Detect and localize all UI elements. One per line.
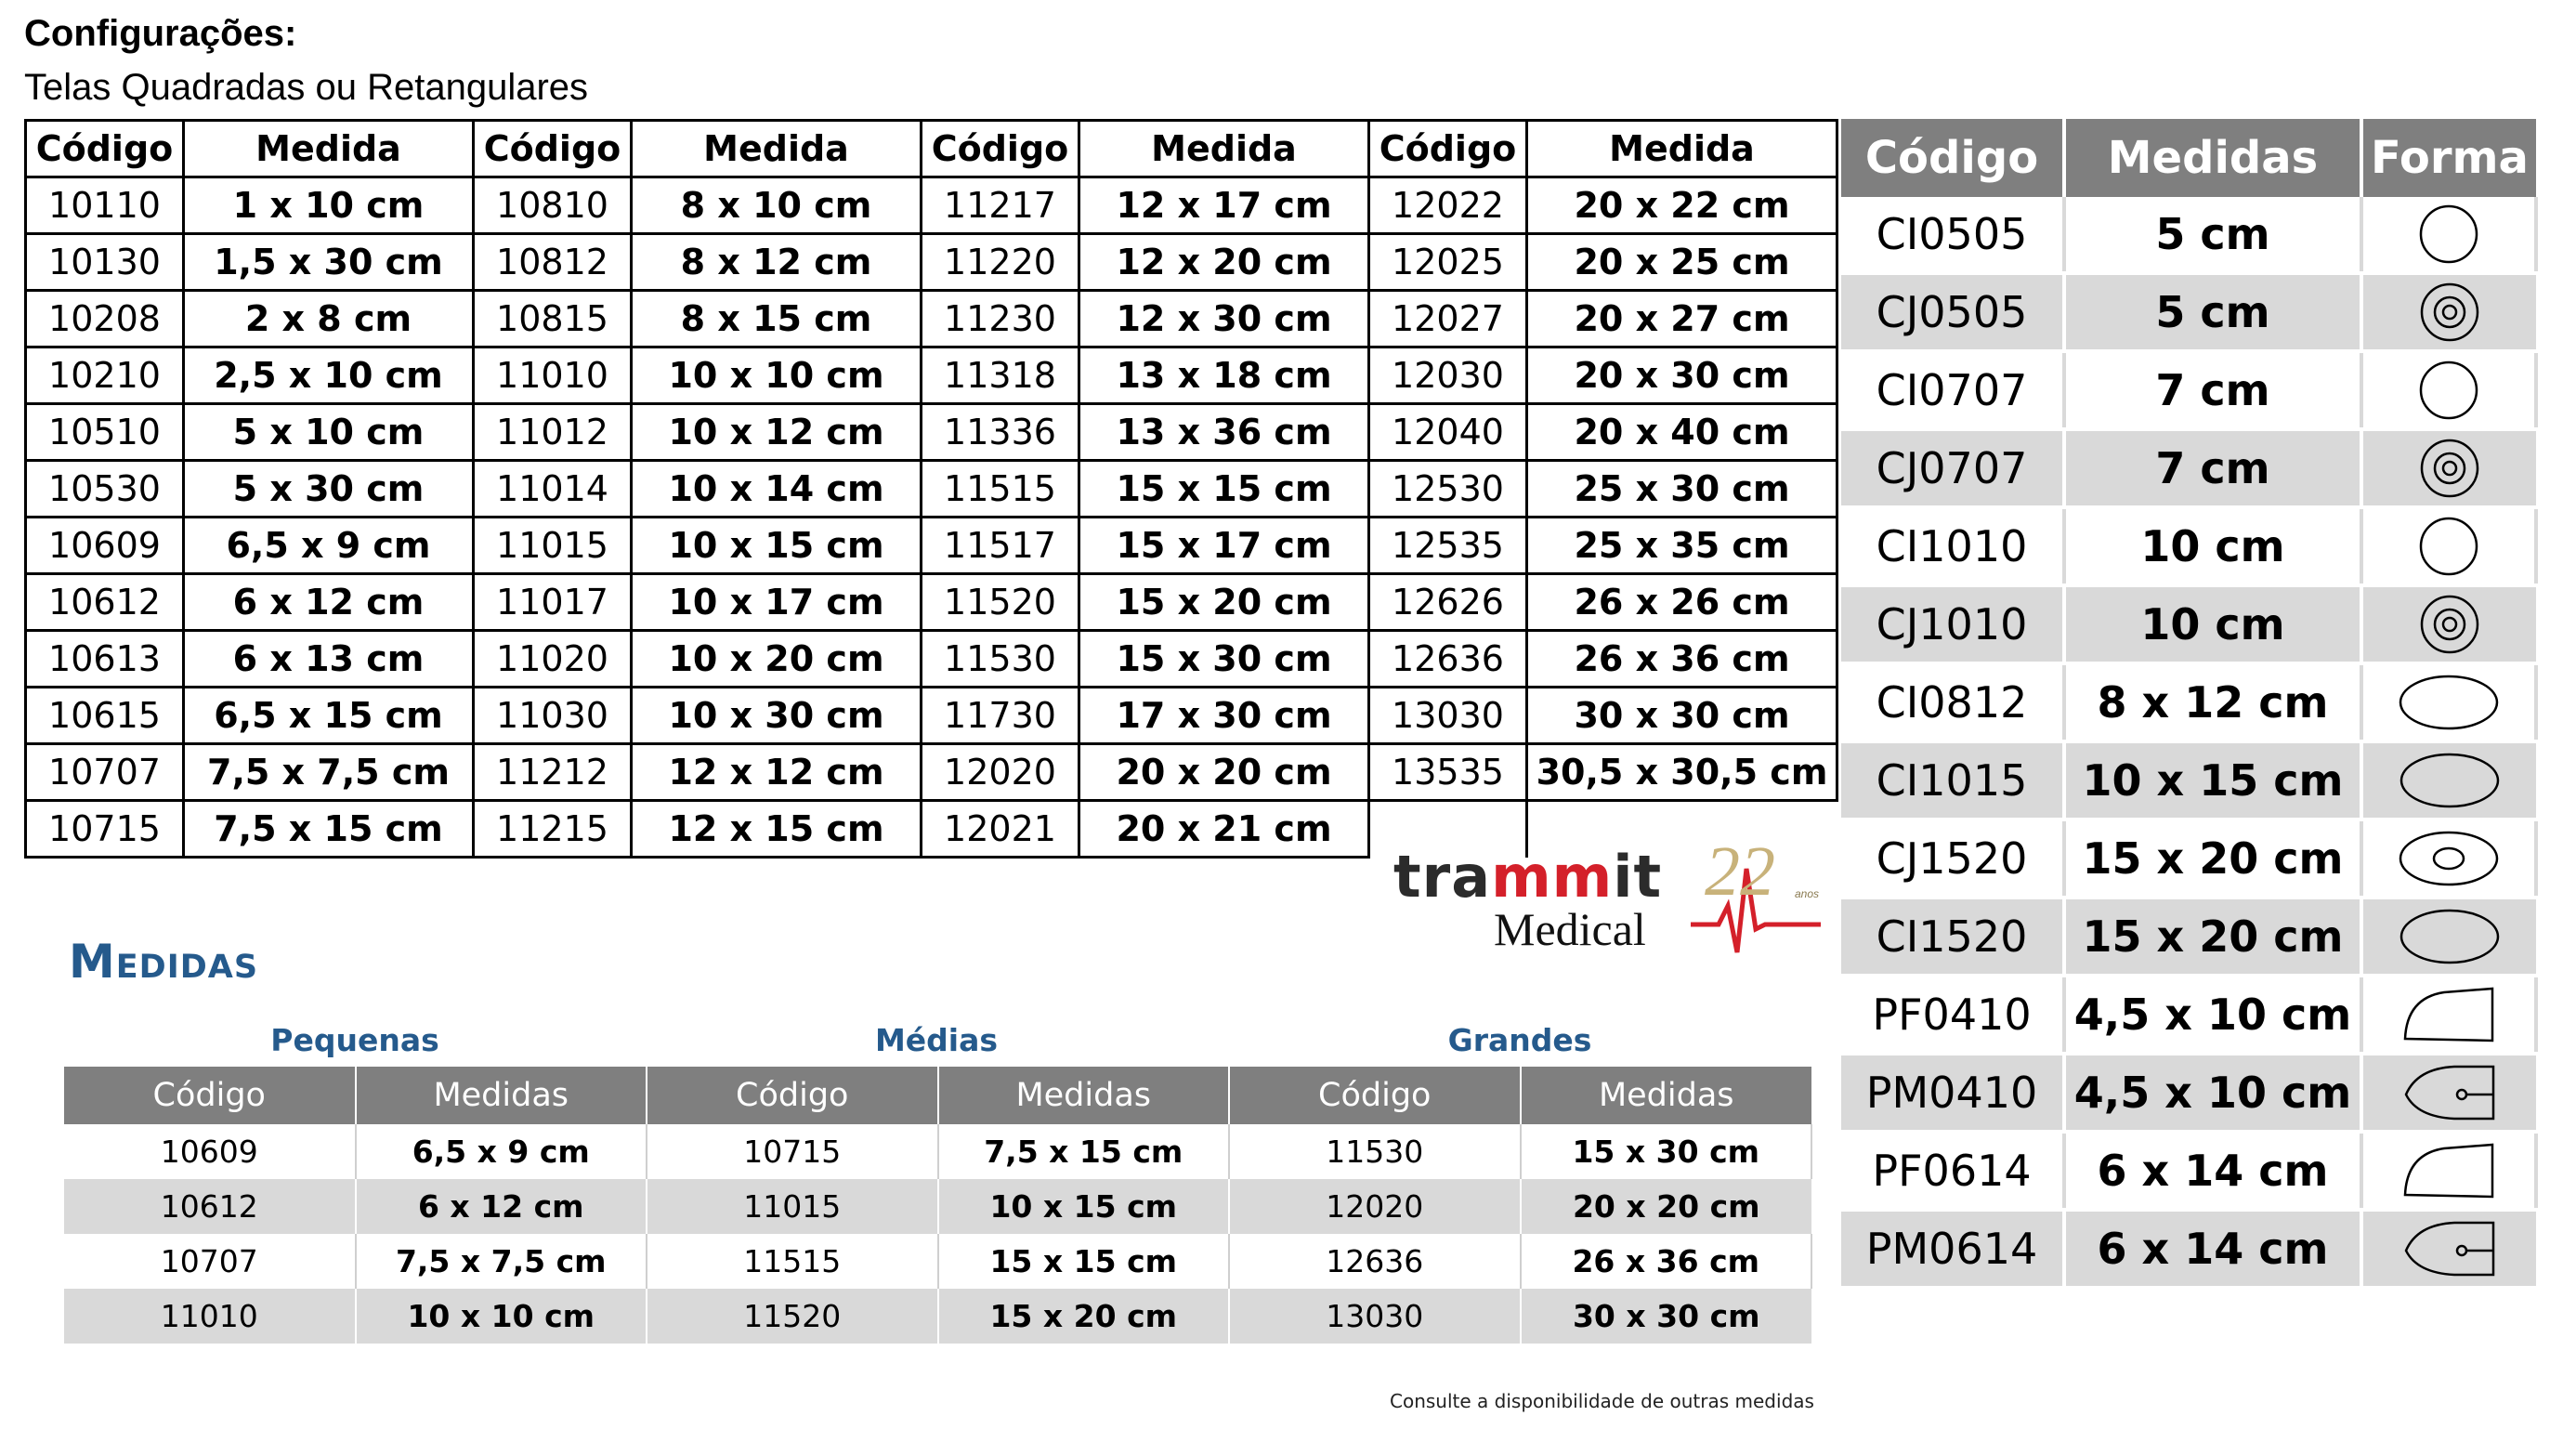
table-row bbox=[26, 461, 1837, 518]
table-row bbox=[26, 234, 1837, 291]
code-cell: 12530 bbox=[1369, 461, 1527, 518]
pointed-flat-icon bbox=[2388, 981, 2509, 1048]
code-cell: 10613 bbox=[26, 631, 184, 688]
table-row bbox=[26, 347, 1837, 404]
measure-cell: 20 x 40 cm bbox=[1527, 404, 1837, 461]
table-row bbox=[1841, 1132, 2536, 1210]
configuration-subtitle: Telas Quadradas ou Retangulares bbox=[24, 67, 589, 108]
code-cell: 11730 bbox=[922, 688, 1079, 744]
header-medidas: Medidas bbox=[938, 1067, 1230, 1124]
table-row bbox=[64, 1179, 1811, 1234]
code-cell: 10609 bbox=[64, 1124, 356, 1179]
measure-cell: 15 x 15 cm bbox=[1079, 461, 1369, 518]
measure-cell: 6 x 14 cm bbox=[2064, 1132, 2361, 1210]
table-row bbox=[64, 1124, 1811, 1179]
measure-cell: 7,5 x 15 cm bbox=[938, 1124, 1230, 1179]
shape-cell bbox=[2361, 898, 2536, 976]
shape-cell bbox=[2361, 976, 2536, 1054]
oval-icon bbox=[2389, 747, 2510, 814]
code-cell: 11020 bbox=[474, 631, 632, 688]
shape-cell bbox=[2361, 585, 2536, 663]
table-row bbox=[1841, 429, 2536, 507]
header-codigo: Código bbox=[1369, 121, 1527, 177]
measure-cell: 10 x 12 cm bbox=[632, 404, 922, 461]
measure-cell: 20 x 21 cm bbox=[1079, 801, 1369, 858]
measure-cell: 10 x 17 cm bbox=[632, 574, 922, 631]
measure-cell: 7,5 x 15 cm bbox=[184, 801, 474, 858]
table-row bbox=[26, 518, 1837, 574]
code-cell: 11520 bbox=[647, 1289, 938, 1344]
code-cell: 10210 bbox=[26, 347, 184, 404]
code-cell: 13030 bbox=[1229, 1289, 1521, 1344]
measure-cell: 12 x 12 cm bbox=[632, 744, 922, 801]
code-cell: CI1015 bbox=[1841, 741, 2064, 819]
code-cell: 10715 bbox=[647, 1124, 938, 1179]
code-cell: 11520 bbox=[922, 574, 1079, 631]
main-size-table bbox=[24, 119, 1838, 859]
measure-cell: 10 cm bbox=[2064, 507, 2361, 585]
code-cell: CI1010 bbox=[1841, 507, 2064, 585]
code-cell: 13030 bbox=[1369, 688, 1527, 744]
code-cell: 10707 bbox=[26, 744, 184, 801]
measure-cell: 10 x 14 cm bbox=[632, 461, 922, 518]
oval-icon bbox=[2388, 669, 2509, 736]
shape-cell bbox=[2361, 741, 2536, 819]
measure-cell: 15 x 17 cm bbox=[1079, 518, 1369, 574]
measure-cell: 26 x 26 cm bbox=[1527, 574, 1837, 631]
header-medida: Medida bbox=[632, 121, 922, 177]
table-row bbox=[1841, 819, 2536, 898]
medidas-table bbox=[64, 1067, 1812, 1344]
shape-cell bbox=[2361, 507, 2536, 585]
table-row bbox=[1841, 663, 2536, 741]
measure-cell: 15 x 15 cm bbox=[938, 1234, 1230, 1289]
code-cell: 11015 bbox=[474, 518, 632, 574]
code-cell: 12022 bbox=[1369, 177, 1527, 234]
pointed-hole-icon bbox=[2389, 1059, 2510, 1126]
measure-cell: 12 x 30 cm bbox=[1079, 291, 1369, 347]
code-cell: 12040 bbox=[1369, 404, 1527, 461]
header-medida: Medida bbox=[1079, 121, 1369, 177]
code-cell: 11530 bbox=[922, 631, 1079, 688]
measure-cell: 7 cm bbox=[2064, 351, 2361, 429]
measure-cell: 1,5 x 30 cm bbox=[184, 234, 474, 291]
header-codigo: Código bbox=[647, 1067, 938, 1124]
code-cell: 10812 bbox=[474, 234, 632, 291]
shape-cell bbox=[2361, 1210, 2536, 1288]
shape-cell bbox=[2361, 1132, 2536, 1210]
measure-cell: 26 x 36 cm bbox=[1521, 1234, 1812, 1289]
circle-ring-icon bbox=[2389, 435, 2510, 502]
code-cell: 10815 bbox=[474, 291, 632, 347]
measure-cell: 4,5 x 10 cm bbox=[2064, 976, 2361, 1054]
measure-cell: 30,5 x 30,5 cm bbox=[1527, 744, 1837, 801]
table-row bbox=[26, 574, 1837, 631]
measure-cell: 5 x 10 cm bbox=[184, 404, 474, 461]
code-cell: 11220 bbox=[922, 234, 1079, 291]
code-cell: 11336 bbox=[922, 404, 1079, 461]
table-row bbox=[26, 631, 1837, 688]
measure-cell: 10 x 20 cm bbox=[632, 631, 922, 688]
measure-cell: 15 x 20 cm bbox=[938, 1289, 1230, 1344]
code-cell: CI0505 bbox=[1841, 197, 2064, 273]
measure-cell: 5 cm bbox=[2064, 197, 2361, 273]
measure-cell: 8 x 15 cm bbox=[632, 291, 922, 347]
shape-table bbox=[1841, 119, 2538, 1290]
measure-cell: 20 x 27 cm bbox=[1527, 291, 1837, 347]
medidas-title: Medidas bbox=[69, 935, 259, 989]
measure-cell: 10 x 10 cm bbox=[356, 1289, 647, 1344]
measure-cell: 12 x 15 cm bbox=[632, 801, 922, 858]
group-label-medium: Médias bbox=[874, 1022, 999, 1058]
header-codigo: Código bbox=[474, 121, 632, 177]
measure-cell: 2,5 x 10 cm bbox=[184, 347, 474, 404]
availability-note: Consulte a disponibilidade de outras medidas bbox=[1390, 1390, 1814, 1412]
measure-cell: 12 x 17 cm bbox=[1079, 177, 1369, 234]
shape-cell bbox=[2361, 351, 2536, 429]
circle-ring-icon bbox=[2389, 279, 2510, 346]
code-cell: PF0614 bbox=[1841, 1132, 2064, 1210]
measure-cell: 15 x 20 cm bbox=[2064, 819, 2361, 898]
code-cell: 12636 bbox=[1369, 631, 1527, 688]
measure-cell: 5 x 30 cm bbox=[184, 461, 474, 518]
code-cell: 11530 bbox=[1229, 1124, 1521, 1179]
logo-years-word: anos bbox=[1795, 887, 1820, 900]
code-cell: 11012 bbox=[474, 404, 632, 461]
code-cell: CJ1520 bbox=[1841, 819, 2064, 898]
code-cell: 11318 bbox=[922, 347, 1079, 404]
measure-cell: 12 x 20 cm bbox=[1079, 234, 1369, 291]
measure-cell: 25 x 30 cm bbox=[1527, 461, 1837, 518]
code-cell: 12020 bbox=[1229, 1179, 1521, 1234]
code-cell: CI0812 bbox=[1841, 663, 2064, 741]
measure-cell: 20 x 22 cm bbox=[1527, 177, 1837, 234]
measure-cell: 20 x 25 cm bbox=[1527, 234, 1837, 291]
measure-cell: 6,5 x 9 cm bbox=[184, 518, 474, 574]
pointed-hole-icon bbox=[2389, 1215, 2510, 1282]
shape-cell bbox=[2361, 663, 2536, 741]
measure-cell: 15 x 30 cm bbox=[1521, 1124, 1812, 1179]
measure-cell: 6,5 x 9 cm bbox=[356, 1124, 647, 1179]
table-row bbox=[1841, 197, 2536, 273]
group-label-small: Pequenas bbox=[270, 1022, 439, 1058]
measure-cell: 20 x 20 cm bbox=[1521, 1179, 1812, 1234]
measure-cell: 30 x 30 cm bbox=[1521, 1289, 1812, 1344]
measure-cell: 15 x 30 cm bbox=[1079, 631, 1369, 688]
group-label-large: Grandes bbox=[1447, 1022, 1592, 1058]
header-medidas: Medidas bbox=[356, 1067, 647, 1124]
measure-cell: 7 cm bbox=[2064, 429, 2361, 507]
table-row bbox=[1841, 976, 2536, 1054]
code-cell: 12626 bbox=[1369, 574, 1527, 631]
table-row bbox=[1841, 273, 2536, 351]
code-cell: CJ1010 bbox=[1841, 585, 2064, 663]
logo-medical: Medical bbox=[1494, 903, 1646, 955]
measure-cell: 13 x 18 cm bbox=[1079, 347, 1369, 404]
shape-cell bbox=[2361, 819, 2536, 898]
measure-cell: 6 x 13 cm bbox=[184, 631, 474, 688]
code-cell: 11010 bbox=[64, 1289, 356, 1344]
header-codigo: Código bbox=[64, 1067, 356, 1124]
header-medida: Medida bbox=[1527, 121, 1837, 177]
shape-cell bbox=[2361, 1054, 2536, 1132]
code-cell: 12535 bbox=[1369, 518, 1527, 574]
code-cell: CJ0707 bbox=[1841, 429, 2064, 507]
measure-cell: 10 x 10 cm bbox=[632, 347, 922, 404]
measure-cell: 1 x 10 cm bbox=[184, 177, 474, 234]
header-medidas: Medidas bbox=[2064, 119, 2361, 197]
circle-ring-icon bbox=[2389, 591, 2510, 658]
measure-cell: 25 x 35 cm bbox=[1527, 518, 1837, 574]
code-cell: 10810 bbox=[474, 177, 632, 234]
header-forma: Forma bbox=[2361, 119, 2536, 197]
code-cell: 11517 bbox=[922, 518, 1079, 574]
code-cell: 11010 bbox=[474, 347, 632, 404]
code-cell: 11030 bbox=[474, 688, 632, 744]
code-cell: 12030 bbox=[1369, 347, 1527, 404]
code-cell: 10615 bbox=[26, 688, 184, 744]
shape-cell bbox=[2361, 273, 2536, 351]
code-cell: CI0707 bbox=[1841, 351, 2064, 429]
code-cell: PF0410 bbox=[1841, 976, 2064, 1054]
code-cell: 11515 bbox=[647, 1234, 938, 1289]
measure-cell: 6 x 14 cm bbox=[2064, 1210, 2361, 1288]
code-cell: 12636 bbox=[1229, 1234, 1521, 1289]
measure-cell: 10 x 15 cm bbox=[938, 1179, 1230, 1234]
measure-cell: 10 x 30 cm bbox=[632, 688, 922, 744]
measure-cell: 17 x 30 cm bbox=[1079, 688, 1369, 744]
header-codigo: Código bbox=[922, 121, 1079, 177]
measure-cell: 4,5 x 10 cm bbox=[2064, 1054, 2361, 1132]
code-cell: 10707 bbox=[64, 1234, 356, 1289]
code-cell: 11515 bbox=[922, 461, 1079, 518]
measure-cell: 8 x 12 cm bbox=[632, 234, 922, 291]
oval-ring-icon bbox=[2388, 825, 2509, 892]
table-row bbox=[26, 744, 1837, 801]
oval-icon bbox=[2389, 903, 2510, 970]
table-row bbox=[1841, 741, 2536, 819]
circle-icon bbox=[2388, 513, 2509, 580]
code-cell: 11015 bbox=[647, 1179, 938, 1234]
table-row bbox=[26, 404, 1837, 461]
header-medidas: Medidas bbox=[1521, 1067, 1812, 1124]
measure-cell: 13 x 36 cm bbox=[1079, 404, 1369, 461]
table-row bbox=[1841, 585, 2536, 663]
measure-cell: 20 x 30 cm bbox=[1527, 347, 1837, 404]
table-row bbox=[26, 291, 1837, 347]
measure-cell: 8 x 12 cm bbox=[2064, 663, 2361, 741]
measure-cell: 7,5 x 7,5 cm bbox=[184, 744, 474, 801]
measure-cell: 2 x 8 cm bbox=[184, 291, 474, 347]
code-cell: PM0410 bbox=[1841, 1054, 2064, 1132]
logo-brand: trammit bbox=[1393, 843, 1663, 911]
measure-cell: 8 x 10 cm bbox=[632, 177, 922, 234]
table-row bbox=[1841, 1054, 2536, 1132]
logo-years: 22 bbox=[1705, 832, 1775, 911]
code-cell: 11217 bbox=[922, 177, 1079, 234]
pointed-flat-icon bbox=[2388, 1137, 2509, 1204]
table-row bbox=[1841, 1210, 2536, 1288]
table-row bbox=[1841, 351, 2536, 429]
configuration-title: Configurações: bbox=[24, 13, 297, 54]
code-cell: 11017 bbox=[474, 574, 632, 631]
measure-cell: 7,5 x 7,5 cm bbox=[356, 1234, 647, 1289]
code-cell: 13535 bbox=[1369, 744, 1527, 801]
measure-cell: 6 x 12 cm bbox=[356, 1179, 647, 1234]
code-cell: 12025 bbox=[1369, 234, 1527, 291]
measure-cell: 15 x 20 cm bbox=[2064, 898, 2361, 976]
measure-cell: 6 x 12 cm bbox=[184, 574, 474, 631]
code-cell: 10530 bbox=[26, 461, 184, 518]
measure-cell: 30 x 30 cm bbox=[1527, 688, 1837, 744]
table-row bbox=[1841, 898, 2536, 976]
code-cell: 10208 bbox=[26, 291, 184, 347]
code-cell: CJ0505 bbox=[1841, 273, 2064, 351]
measure-cell: 20 x 20 cm bbox=[1079, 744, 1369, 801]
table-row bbox=[64, 1234, 1811, 1289]
code-cell: 10715 bbox=[26, 801, 184, 858]
code-cell: 10110 bbox=[26, 177, 184, 234]
measure-cell: 10 x 15 cm bbox=[2064, 741, 2361, 819]
measure-cell: 15 x 20 cm bbox=[1079, 574, 1369, 631]
code-cell: 10612 bbox=[26, 574, 184, 631]
code-cell: 10609 bbox=[26, 518, 184, 574]
header-codigo: Código bbox=[1841, 119, 2064, 197]
circle-icon bbox=[2388, 201, 2509, 268]
code-cell: 11014 bbox=[474, 461, 632, 518]
table-row bbox=[26, 688, 1837, 744]
code-cell: PM0614 bbox=[1841, 1210, 2064, 1288]
measure-cell: 10 x 15 cm bbox=[632, 518, 922, 574]
measure-cell: 10 cm bbox=[2064, 585, 2361, 663]
code-cell: 12021 bbox=[922, 801, 1079, 858]
code-cell: 10612 bbox=[64, 1179, 356, 1234]
table-row bbox=[26, 177, 1837, 234]
table-row bbox=[1841, 507, 2536, 585]
measure-cell: 6,5 x 15 cm bbox=[184, 688, 474, 744]
shape-cell bbox=[2361, 197, 2536, 273]
code-cell: CI1520 bbox=[1841, 898, 2064, 976]
shape-cell bbox=[2361, 429, 2536, 507]
header-medida: Medida bbox=[184, 121, 474, 177]
header-codigo: Código bbox=[26, 121, 184, 177]
circle-icon bbox=[2388, 357, 2509, 424]
measure-cell: 26 x 36 cm bbox=[1527, 631, 1837, 688]
measure-cell: 5 cm bbox=[2064, 273, 2361, 351]
code-cell: 11212 bbox=[474, 744, 632, 801]
code-cell: 11230 bbox=[922, 291, 1079, 347]
table-row bbox=[64, 1289, 1811, 1344]
header-codigo: Código bbox=[1229, 1067, 1521, 1124]
code-cell: 12027 bbox=[1369, 291, 1527, 347]
code-cell: 11215 bbox=[474, 801, 632, 858]
code-cell: 10130 bbox=[26, 234, 184, 291]
code-cell: 10510 bbox=[26, 404, 184, 461]
trammit-medical-logo bbox=[1384, 832, 1830, 962]
code-cell: 12020 bbox=[922, 744, 1079, 801]
